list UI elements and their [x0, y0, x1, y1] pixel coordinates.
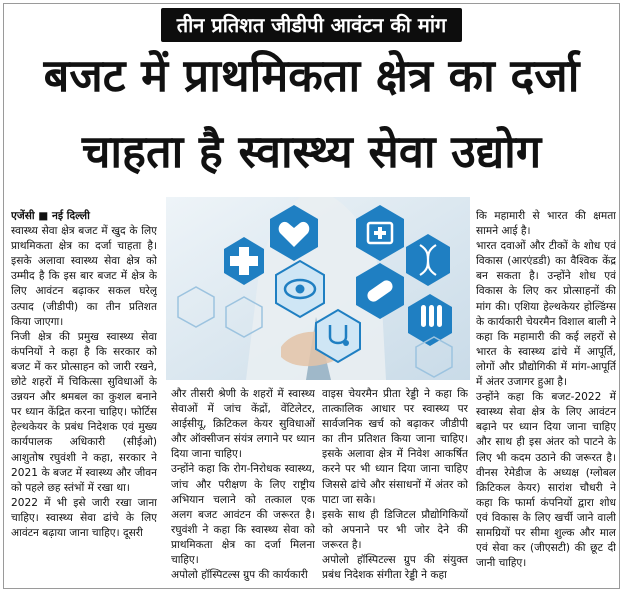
headline-line-1: बजट में प्राथमिकता क्षेत्र का दर्जा — [43, 49, 580, 102]
dateline: एजेंसी ■ नई दिल्ली — [11, 210, 90, 222]
paragraph: उन्होंने कहा कि रोग-निरोधक स्वास्थ्य, जांच और परीक्षण के लिए राष्ट्रीय अभियान चलाने को तत्काल एक अलग बजट आवंटन की जरूरत है। रघुवंशी ने कहा कि स्वास्थ्य सेवा को प्राथमिकता क्षेत्र का दर्जा मिलना चाहिए। — [171, 463, 315, 567]
headline-line-2: चाहता है स्वास्थ्य सेवा उद्योग — [81, 125, 542, 178]
paragraph: उन्होंने कहा कि बजट-2022 में स्वास्थ्य सेवा क्षेत्र के लिए आवंटन बढ़ाने पर ध्यान दिया जाना चाहिए और साथ ही इस अंतर को पाटने के लिए भी कदम उठाने की जरूरत है। वीनस रेमेडीज के अध्यक्ष (ग्लोबल क्रिटिकल केयर) सारांश चौधरी ने कहा कि फार्मा कंपनियों द्वारा शोध एवं विकास के लिए खर्ची जाने वाली सामग्रियों पर सीमा शुल्क और माल एवं सेवा कर (जीएसटी) की छूट दी जानी चाहिए। — [476, 391, 616, 570]
paragraph: स्वास्थ्य सेवा क्षेत्र बजट में खुद के लिए प्राथमिकता क्षेत्र का दर्जा चाहता है। इसके अलावा स्वास्थ्य सेवा क्षेत्र को उम्मीद है कि इस बार बजट में क्षेत्र के लिए आवंटन बढ़ाकर सकल घरेलू उत्पाद (जीडीपी) का तीन प्रतिशत किया जाएगा। — [11, 225, 157, 328]
paragraph: कि महामारी से भारत की क्षमता सामने आई है। — [476, 210, 616, 238]
paragraph: भारत दवाओं और टीकों के शोध एवं विकास (आरएंडडी) का वैश्विक केंद्र बन सकता है। उन्होंने शोध एवं विकास के लिए कर प्रोत्साहनों की मांग की। एशिया हेल्थकेयर होल्डिंग्स के कार्यकारी चेयरमैन विशाल बाली ने कहा कि महामारी की कई लहरों से भारत के स्वास्थ्य ढांचे में आपूर्ति, लोगों और प्रौद्योगिकी में मांग-आपूर्ति में अंतर उजागर हुआ है। — [476, 240, 616, 389]
kicker-bar — [4, 8, 619, 42]
paragraph: अपोलो हॉस्पिटल्स ग्रुप की संयुक्त प्रबंध निदेशक संगीता रेड्डी ने कहा — [322, 554, 468, 582]
article-column-1 — [11, 209, 157, 587]
article-column-4 — [476, 209, 616, 587]
article-column-2 — [171, 387, 315, 587]
healthcare-photo — [166, 197, 470, 380]
paragraph: निजी क्षेत्र की प्रमुख स्वास्थ्य सेवा कंपनियों ने कहा है कि सरकार को बजट में कर प्रोत्साहन को जारी रखने, छोटे शहरों में चिकित्सा सुविधाओं के उन्नयन और श्रमबल का कुशल बनाने पर ध्यान केंद्रित करना चाहिए। फोर्टिस हेल्थकेयर के प्रबंध निदेशक एवं मुख्य कार्यपालक अधिकारी (सीईओ) आशुतोष रघुवंशी ने कहा, सरकार ने 2021 के बजट में स्वास्थ्य और जीवन को पहले छह स्तंभों में रखा था। — [11, 330, 157, 494]
kicker: तीन प्रतिशत जीडीपी आवंटन की मांग — [161, 8, 463, 42]
newspaper-clipping — [3, 3, 620, 589]
paragraph: इसके साथ ही डिजिटल प्रौद्योगिकियों को अपनाने पर भी जोर देने की जरूरत है। — [322, 508, 468, 551]
paragraph: वाइस चेयरमैन प्रीता रेड्डी ने कहा कि तात्कालिक आधार पर स्वास्थ्य पर सार्वजनिक खर्च को बढ़ाकर जीडीपी का तीन प्रतिशत किया जाना चाहिए। इसके अलावा क्षेत्र में निवेश आकर्षित करने पर भी ध्यान दिया जाना चाहिए जिससे ढांचे और संसाधनों में अंतर को पाटा जा सके। — [322, 388, 468, 506]
paragraph: और तीसरी श्रेणी के शहरों में स्वास्थ्य सेवाओं में जांच केंद्रों, वेंटिलेटर, आईसीयू, क्रिटिकल केयर सुविधाओं और ऑक्सीजन संयंत्र लगाने पर ध्यान दिया जाना चाहिए। — [171, 388, 315, 461]
paragraph: 2022 में भी इसे जारी रखा जाना चाहिए। स्वास्थ्य सेवा ढांचे के लिए आवंटन बढ़ाया जाना चाहिए। दूसरी — [11, 496, 157, 539]
healthcare-illustration — [166, 197, 470, 380]
article-column-3 — [322, 387, 468, 587]
paragraph: अपोलो हॉस्पिटल्स ग्रुप की कार्यकारी — [171, 569, 308, 582]
